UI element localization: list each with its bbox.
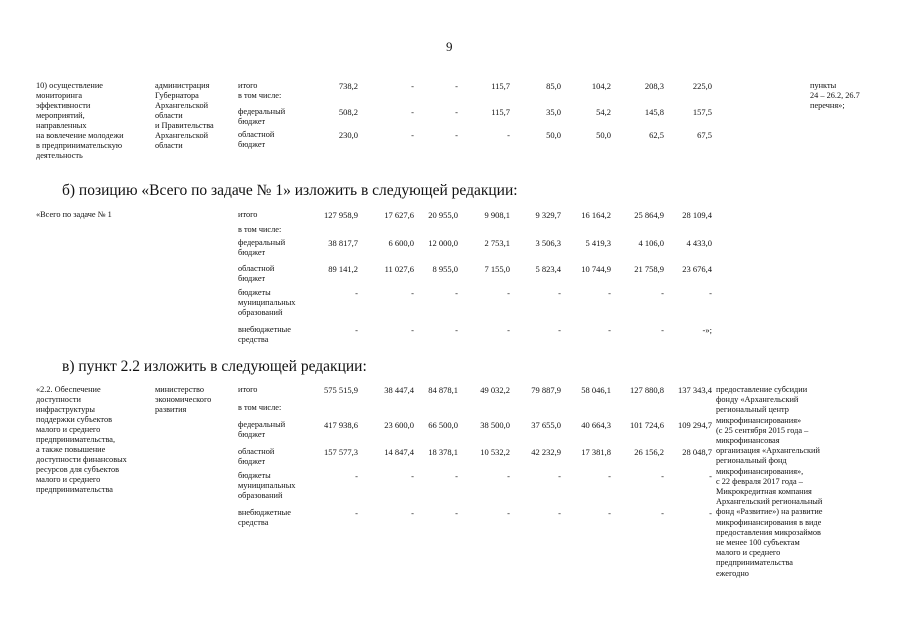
- amount-cell: 89 141,2: [328, 264, 358, 274]
- amount-cell: 40 664,3: [581, 420, 611, 430]
- amount-cell: 16 164,2: [581, 210, 611, 220]
- amount-cell: -: [507, 130, 510, 140]
- budget-source-label: итого: [238, 385, 258, 394]
- amount-cell: 5 419,3: [585, 238, 611, 248]
- amount-cell: 67,5: [697, 130, 712, 140]
- amount-cell: -: [455, 508, 458, 518]
- amount-cell: -: [661, 508, 664, 518]
- amount-cell: 115,7: [491, 107, 510, 117]
- amount-cell: 38 447,4: [384, 385, 414, 395]
- amount-cell: 12 000,0: [428, 238, 458, 248]
- amount-cell: -: [558, 471, 561, 481]
- budget-source-label: областной бюджет: [238, 130, 275, 149]
- amount-cell: 38 817,7: [328, 238, 358, 248]
- amount-cell: -: [411, 508, 414, 518]
- amount-cell: -: [455, 81, 458, 91]
- amount-cell: 66 500,0: [428, 420, 458, 430]
- amount-cell: 17 627,6: [384, 210, 414, 220]
- amount-cell: -: [455, 471, 458, 481]
- amount-cell: 49 032,2: [480, 385, 510, 395]
- amount-cell: 157 577,3: [324, 447, 358, 457]
- amount-cell: -: [507, 325, 510, 335]
- budget-source-label: федеральный бюджет: [238, 238, 286, 257]
- amount-cell: -: [455, 130, 458, 140]
- amount-cell: 6 600,0: [388, 238, 414, 248]
- amount-cell: -: [661, 288, 664, 298]
- amount-cell: 5 823,4: [535, 264, 561, 274]
- amount-cell: 2 753,1: [484, 238, 510, 248]
- measure-name: «2.2. Обеспечение доступности инфраструктуры поддержки субъектов малого и среднего предпринимательства, а также повышение доступности финансовых ресурсов для субъектов малого и среднего предпринимательства: [36, 385, 127, 494]
- heading-c: в) пункт 2.2 изложить в следующей редакции:: [62, 358, 367, 375]
- amount-cell: 37 655,0: [531, 420, 561, 430]
- amount-cell: 26 156,2: [634, 447, 664, 457]
- amount-cell: 38 500,0: [480, 420, 510, 430]
- amount-cell: 145,8: [644, 107, 664, 117]
- budget-source-label: бюджеты муниципальных образований: [238, 288, 296, 317]
- amount-cell: 115,7: [491, 81, 510, 91]
- amount-cell: 50,0: [596, 130, 611, 140]
- amount-cell: 23 600,0: [384, 420, 414, 430]
- amount-cell: 137 343,4: [678, 385, 712, 395]
- amount-cell: 7 155,0: [484, 264, 510, 274]
- amount-cell: 28 109,4: [682, 210, 712, 220]
- amount-cell: -: [411, 107, 414, 117]
- amount-cell: 417 938,6: [324, 420, 358, 430]
- budget-source-label: федеральный бюджет: [238, 420, 286, 439]
- expected-result-note: предоставление субсидии фонду «Архангельский региональный центр микрофинансирования» (с 25 сентября 2015 года – микрофинансовая организация «Архангельский региональный фонд микрофинансирования», с 22 февраля 2017 года – Микрокредитная компания Архангельский региональный фонд «Развитие») на развитие микрофинансирования в виде предоставления микрозаймов не менее 100 субъектам малого и среднего предпринимательства ежегодно: [716, 385, 823, 578]
- budget-source-label: в том числе:: [238, 91, 282, 100]
- amount-cell: -: [411, 471, 414, 481]
- amount-cell: -: [355, 325, 358, 335]
- amount-cell: 109 294,7: [678, 420, 712, 430]
- amount-cell: -: [411, 325, 414, 335]
- amount-cell: 10 744,9: [581, 264, 611, 274]
- amount-cell: -: [558, 288, 561, 298]
- amount-cell: -: [355, 508, 358, 518]
- amount-cell: -: [411, 130, 414, 140]
- amount-cell: -: [709, 508, 712, 518]
- amount-cell: 208,3: [644, 81, 664, 91]
- budget-source-label: итого: [238, 210, 258, 219]
- amount-cell: -: [355, 471, 358, 481]
- amount-cell: 9 329,7: [535, 210, 561, 220]
- budget-source-label: федеральный бюджет: [238, 107, 286, 126]
- budget-source-label: бюджеты муниципальных образований: [238, 471, 296, 500]
- amount-cell: -: [709, 471, 712, 481]
- amount-cell: 9 908,1: [484, 210, 510, 220]
- budget-source-label: итого: [238, 81, 258, 90]
- responsible-executor: администрация Губернатора Архангельской области и Правительства Архангельской области: [155, 81, 214, 150]
- amount-cell: 18 378,1: [428, 447, 458, 457]
- budget-source-label: областной бюджет: [238, 264, 275, 283]
- amount-cell: 4 106,0: [638, 238, 664, 248]
- amount-cell: 127 958,9: [324, 210, 358, 220]
- budget-source-label: внебюджетные средства: [238, 508, 291, 527]
- amount-cell: -: [608, 325, 611, 335]
- responsible-executor: министерство экономического развития: [155, 385, 212, 414]
- amount-cell: 10 532,2: [480, 447, 510, 457]
- amount-cell: 4 433,0: [686, 238, 712, 248]
- amount-cell: 8 955,0: [432, 264, 458, 274]
- amount-cell: 127 880,8: [630, 385, 664, 395]
- total-task-label: «Всего по задаче № 1: [36, 210, 112, 219]
- amount-cell: 21 758,9: [634, 264, 664, 274]
- amount-cell: -: [608, 471, 611, 481]
- reference-note: пункты 24 – 26.2, 26.7 перечня»;: [810, 81, 860, 111]
- amount-cell: 85,0: [546, 81, 561, 91]
- amount-cell: 28 048,7: [682, 447, 712, 457]
- amount-cell: 14 847,4: [384, 447, 414, 457]
- amount-cell: -: [411, 81, 414, 91]
- amount-cell: 20 955,0: [428, 210, 458, 220]
- amount-cell: 79 887,9: [531, 385, 561, 395]
- amount-cell: 3 506,3: [535, 238, 561, 248]
- amount-cell: 84 878,1: [428, 385, 458, 395]
- amount-cell: -: [411, 288, 414, 298]
- budget-source-label: областной бюджет: [238, 447, 275, 466]
- amount-cell: -: [355, 288, 358, 298]
- amount-cell: 508,2: [338, 107, 358, 117]
- amount-cell: 42 232,9: [531, 447, 561, 457]
- amount-cell: 11 027,6: [384, 264, 414, 274]
- amount-cell: 101 724,6: [630, 420, 664, 430]
- amount-cell: -: [507, 508, 510, 518]
- page-number: 9: [446, 39, 453, 54]
- amount-cell: 54,2: [596, 107, 611, 117]
- amount-cell: 575 515,9: [324, 385, 358, 395]
- amount-cell: 230,0: [338, 130, 358, 140]
- amount-cell: 62,5: [649, 130, 664, 140]
- amount-cell: 23 676,4: [682, 264, 712, 274]
- amount-cell: -: [661, 325, 664, 335]
- amount-cell: 58 046,1: [581, 385, 611, 395]
- measure-name: 10) осуществление мониторинга эффективности мероприятий, направленных на вовлечение молодежи в предпринимательскую деятельность: [36, 81, 124, 160]
- amount-cell: -: [507, 471, 510, 481]
- budget-source-label: в том числе:: [238, 403, 282, 412]
- amount-cell: 157,5: [692, 107, 712, 117]
- budget-source-label: в том числе:: [238, 225, 282, 234]
- amount-cell: -: [558, 508, 561, 518]
- amount-cell: -: [455, 325, 458, 335]
- amount-cell: 50,0: [546, 130, 561, 140]
- amount-cell: 25 864,9: [634, 210, 664, 220]
- amount-cell: 17 381,8: [581, 447, 611, 457]
- amount-cell: -: [709, 288, 712, 298]
- budget-source-label: внебюджетные средства: [238, 325, 291, 344]
- amount-cell: -: [608, 288, 611, 298]
- amount-cell: -: [455, 288, 458, 298]
- amount-cell: -»;: [702, 325, 712, 335]
- amount-cell: -: [661, 471, 664, 481]
- amount-cell: -: [507, 288, 510, 298]
- amount-cell: 104,2: [591, 81, 611, 91]
- heading-b: б) позицию «Всего по задаче № 1» изложить в следующей редакции:: [62, 182, 518, 199]
- amount-cell: -: [608, 508, 611, 518]
- amount-cell: 738,2: [338, 81, 358, 91]
- amount-cell: -: [558, 325, 561, 335]
- amount-cell: 35,0: [546, 107, 561, 117]
- amount-cell: -: [455, 107, 458, 117]
- amount-cell: 225,0: [692, 81, 712, 91]
